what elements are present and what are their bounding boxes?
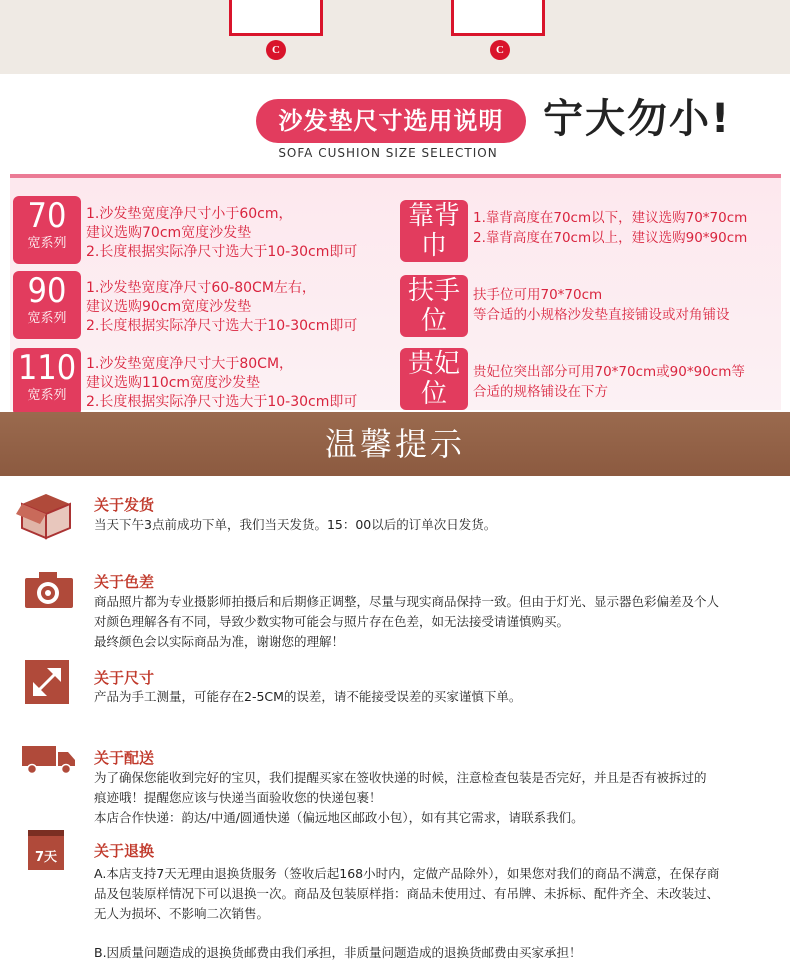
top-strip <box>0 0 790 74</box>
size-badge-number: 90 <box>27 271 67 311</box>
position-badge-top: 贵妃 <box>407 349 460 379</box>
calendar-7-icon-text: 7天 <box>28 830 64 870</box>
size-90-line-1: 1.沙发垫宽度净尺寸60-80CM左右， <box>86 280 316 296</box>
size-badge-90 <box>13 271 81 339</box>
tip-delivery-line-3: 本店合作快递：韵达/中通/圆通快递（偏远地区邮政小包），如有其它需求，请联系我们。 <box>94 810 584 825</box>
tip-title-return: 关于退换 <box>94 842 155 860</box>
swatch-mark-a: C <box>266 40 286 60</box>
position-badge-bottom: 位 <box>420 379 447 409</box>
size-90-line-3: 2.长度根据实际净尺寸选大于10-30cm即可 <box>86 318 358 334</box>
size-badge-70 <box>13 196 81 264</box>
warm-tips-banner: 温馨提示 <box>0 412 790 476</box>
size-badge-label: 宽系列 <box>27 236 67 251</box>
size-badge-number: 110 <box>17 348 77 388</box>
color-swatch-a <box>229 0 323 36</box>
chaise-line-2: 合适的规格铺设在下方 <box>473 384 608 400</box>
chaise-line-1: 贵妃位突出部分可用70*70cm或90*90cm等 <box>473 364 745 380</box>
tip-color-line-1: 商品照片都为专业摄影师拍摄后和后期修正调整，尽量与现实商品保持一致。但由于灯光、显示器色彩偏差及个人 <box>94 594 720 609</box>
size-70-line-1: 1.沙发垫宽度净尺寸小于60cm， <box>86 206 293 222</box>
position-badge-backrest <box>400 200 468 262</box>
armrest-line-2: 等合适的小规格沙发垫直接铺设或对角铺设 <box>473 307 730 323</box>
size-badge-label: 宽系列 <box>27 388 67 403</box>
armrest-line-1: 扶手位可用70*70cm <box>473 287 603 303</box>
position-badge-top: 靠背 <box>407 201 460 231</box>
truck-icon <box>22 744 76 778</box>
tip-delivery-line-2: 痕迹哦！提醒您应该与快递当面验收您的快递包裹！ <box>94 790 382 805</box>
size-badge-110 <box>13 348 81 416</box>
backrest-line-2: 2.靠背高度在70cm以上，建议选购90*90cm <box>473 230 748 246</box>
size-guide-title: 沙发垫尺寸选用说明 <box>256 99 526 143</box>
resize-icon <box>25 660 69 708</box>
size-guide-slogan: 宁大勿小! <box>543 96 732 142</box>
position-badge-bottom: 巾 <box>420 231 447 261</box>
size-70-line-3: 2.长度根据实际净尺寸选大于10-30cm即可 <box>86 244 358 260</box>
tip-title-color: 关于色差 <box>94 573 155 591</box>
tip-return-line-1: A.本店支持7天无理由退换货服务（签收后起168小时内，定做产品除外），如果您对我们的商品不满意，在保存商 <box>94 866 720 881</box>
position-badge-top: 扶手 <box>407 276 460 306</box>
size-110-line-1: 1.沙发垫宽度净尺寸大于80CM， <box>86 356 294 372</box>
tip-shipping-line-1: 当天下午3点前成功下单，我们当天发货。15：00以后的订单次日发货。 <box>94 517 497 532</box>
swatch-mark-b: C <box>490 40 510 60</box>
size-90-line-2: 建议选购90cm宽度沙发垫 <box>86 299 252 315</box>
tip-return-line-2: 品及包装原样情况下可以退换一次。商品及包装原样指：商品未使用过、有吊牌、未拆标、配件齐全、未改装过、 <box>94 886 720 901</box>
tip-title-size: 关于尺寸 <box>94 669 155 687</box>
tip-return-line-3: 无人为损坏、不影响二次销售。 <box>94 906 270 921</box>
size-110-line-2: 建议选购110cm宽度沙发垫 <box>86 375 261 391</box>
color-swatch-b <box>451 0 545 36</box>
size-70-line-2: 建议选购70cm宽度沙发垫 <box>86 225 252 241</box>
position-badge-chaise <box>400 348 468 410</box>
calendar-7-icon <box>28 830 64 870</box>
tip-delivery-line-1: 为了确保您能收到完好的宝贝，我们提醒买家在签收快递的时候，注意检查包装是否完好，并且是否有被拆过的 <box>94 770 707 785</box>
position-badge-bottom: 位 <box>420 306 447 336</box>
size-guide-panel <box>10 174 781 410</box>
tip-size-line-1: 产品为手工测量，可能存在2-5CM的误差，请不能接受误差的买家谨慎下单。 <box>94 689 522 704</box>
tip-title-delivery: 关于配送 <box>94 749 155 767</box>
camera-icon <box>25 572 73 612</box>
box-icon <box>16 490 76 544</box>
size-guide-subtitle: SOFA CUSHION SIZE SELECTION <box>278 146 498 160</box>
size-badge-number: 70 <box>27 196 67 236</box>
tip-color-line-2: 对颜色理解各有不同，导致少数实物可能会与照片存在色差，如无法接受请谨慎购买。 <box>94 614 570 629</box>
backrest-line-1: 1.靠背高度在70cm以下，建议选购70*70cm <box>473 210 748 226</box>
tip-return-note: B.因质量问题造成的退换货邮费由我们承担，非质量问题造成的退换货邮费由买家承担！ <box>94 945 582 960</box>
size-110-line-3: 2.长度根据实际净尺寸选大于10-30cm即可 <box>86 394 358 410</box>
tip-title-shipping: 关于发货 <box>94 496 155 514</box>
tip-color-line-3: 最终颜色会以实际商品为准，谢谢您的理解！ <box>94 634 345 649</box>
size-badge-label: 宽系列 <box>27 311 67 326</box>
position-badge-armrest <box>400 275 468 337</box>
